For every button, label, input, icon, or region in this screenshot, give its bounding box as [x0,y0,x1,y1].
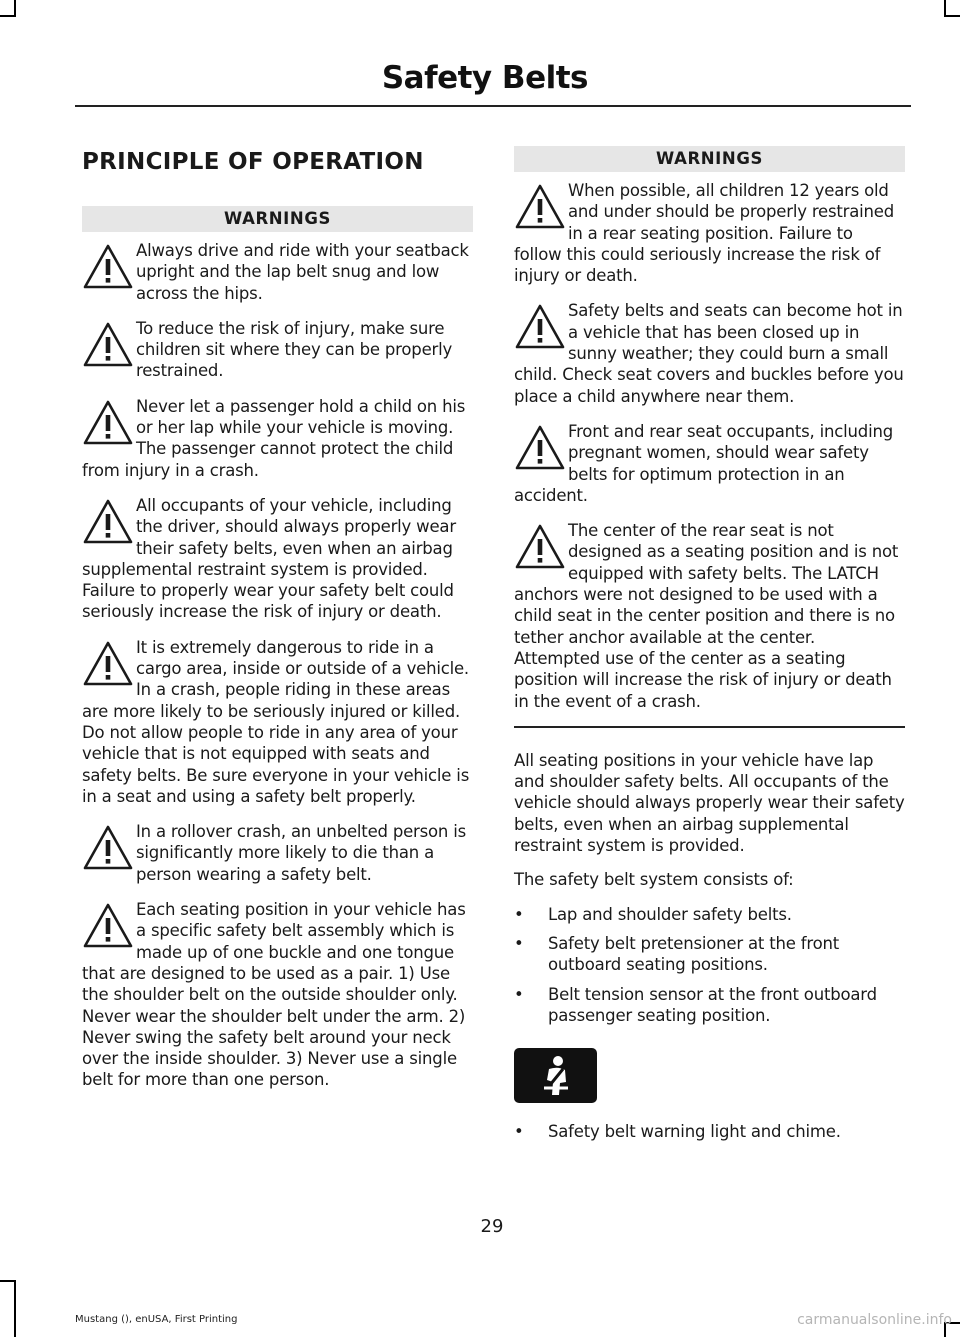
warnings-header: WARNINGS [82,206,473,232]
body-paragraph: The safety belt system consists of: [514,870,794,890]
warning-triangle-icon [82,901,134,951]
warning-item [82,637,473,807]
warning-triangle-icon [82,242,134,292]
crop-mark [14,1280,16,1337]
warning-triangle-icon [82,639,134,689]
warning-item [82,318,473,382]
warning-text: Front and rear seat occupants, including pregnant women, should wear safety belts for optimum protection in an accident. [514,421,893,505]
bullet-marker: • [514,1122,524,1142]
warning-text: Never let a passenger hold a child on his or her lap while your vehicle is moving. The passenger cannot protect the child from injury in a crash. [82,396,466,480]
list-item-text: Safety belt warning light and chime. [548,1122,841,1142]
warning-text: Each seating position in your vehicle has a specific safety belt assembly which is made up of one buckle and one tongue that are designed to be used as a pair. 1) Use the shoulder belt on the outside shoulder only. Never wear the shoulder belt under the arm. 2) Never swing the safety belt around your neck over the inside shoulder. 3) Never use a single belt for more than one person. [82,900,466,1090]
edition-footer: Mustang (), enUSA, First Printing [75,1314,238,1325]
warning-text: All occupants of your vehicle, including the driver, should always properly wear their safety belts, even when an airbag supplemental restraint system is provided. Failure to properly wear your safety belt could seriously increase the risk of injury or death. [82,495,456,622]
watermark: carmanualsonline.info [797,1312,952,1328]
warnings-list [514,180,905,712]
warning-triangle-icon [514,302,566,352]
page-number: 29 [480,1216,504,1237]
list-item [514,933,905,976]
warning-text: It is extremely dangerous to ride in a cargo area, inside or outside of a vehicle. In a crash, people riding in these areas are more likely to be seriously injured or killed. Do not allow people to ride in any area of your vehicle that is not equipped with seats and safety belts. Be sure everyone in your vehicle is in a seat and using a safety belt properly. [82,637,470,806]
warning-item [82,899,473,1091]
crop-mark [0,15,14,17]
warning-text: Safety belts and seats can become hot in a vehicle that has been closed up in sunny weather; they could burn a small child. Check seat covers and buckles before you place a child anywhere near them. [514,301,904,406]
list-item [514,904,905,925]
warning-item [514,421,905,506]
warning-triangle-icon [514,423,566,473]
warning-item [514,180,905,286]
left-column [82,146,473,1105]
seatbelt-warning-icon [514,1048,597,1103]
crop-mark [14,0,16,17]
warnings-list [82,240,473,1091]
list-item-text: Belt tension sensor at the front outboard passenger seating position. [548,984,877,1025]
header-rule [75,105,911,107]
crop-mark [0,1280,16,1282]
warning-text: In a rollover crash, an unbelted person is significantly more likely to die than a person wearing a safety belt. [136,822,467,884]
bullet-list [514,904,905,1026]
warning-item [514,300,905,406]
warning-item [82,495,473,623]
list-item-text: Safety belt pretensioner at the front outboard seating positions. [548,933,839,975]
warnings-end-rule [514,726,905,728]
warning-triangle-icon [514,182,566,232]
warning-triangle-icon [82,320,134,370]
bullet-marker: • [514,933,524,953]
warning-triangle-icon [82,398,134,448]
warning-triangle-icon [514,522,566,572]
list-item [514,984,905,1027]
warning-text: To reduce the risk of injury, make sure children sit where they can be properly restrained. [136,318,453,381]
warning-text: Always drive and ride with your seatback upright and the lap belt snug and low across the hips. [136,241,469,303]
warning-item [514,520,905,712]
warning-item [82,240,473,304]
warning-text: When possible, all children 12 years old and under should be properly restrained in a rear seating position. Failure to follow this could seriously increase the risk of injury or death. [514,181,895,286]
bullet-list [514,1121,905,1142]
warning-item [82,821,473,885]
bullet-marker: • [514,984,524,1004]
warning-triangle-icon [82,497,134,547]
section-title: PRINCIPLE OF OPERATION [82,149,424,175]
page-title: Safety Belts [381,60,588,96]
warning-triangle-icon [82,823,134,873]
list-item [514,1121,905,1142]
warning-item [82,396,473,481]
right-column [514,146,905,1150]
body-paragraph: All seating positions in your vehicle have lap and shoulder safety belts. All occupants of the vehicle should always properly wear their safety belts, even when an airbag supplemental restraint system is provided. [514,750,905,856]
warning-text: The center of the rear seat is not designed as a seating position and is not equipped with safety belts. The LATCH anchors were not designed to be used with a child seat in the center position and there is no tether anchor available at the center. Attempted use of the center as a seating position will increase the risk of injury or death in the event of a crash. [514,521,899,711]
bullet-marker: • [514,904,524,924]
warnings-header: WARNINGS [514,146,905,172]
crop-mark [946,15,960,17]
crop-mark [944,0,946,17]
list-item-text: Lap and shoulder safety belts. [548,904,792,924]
